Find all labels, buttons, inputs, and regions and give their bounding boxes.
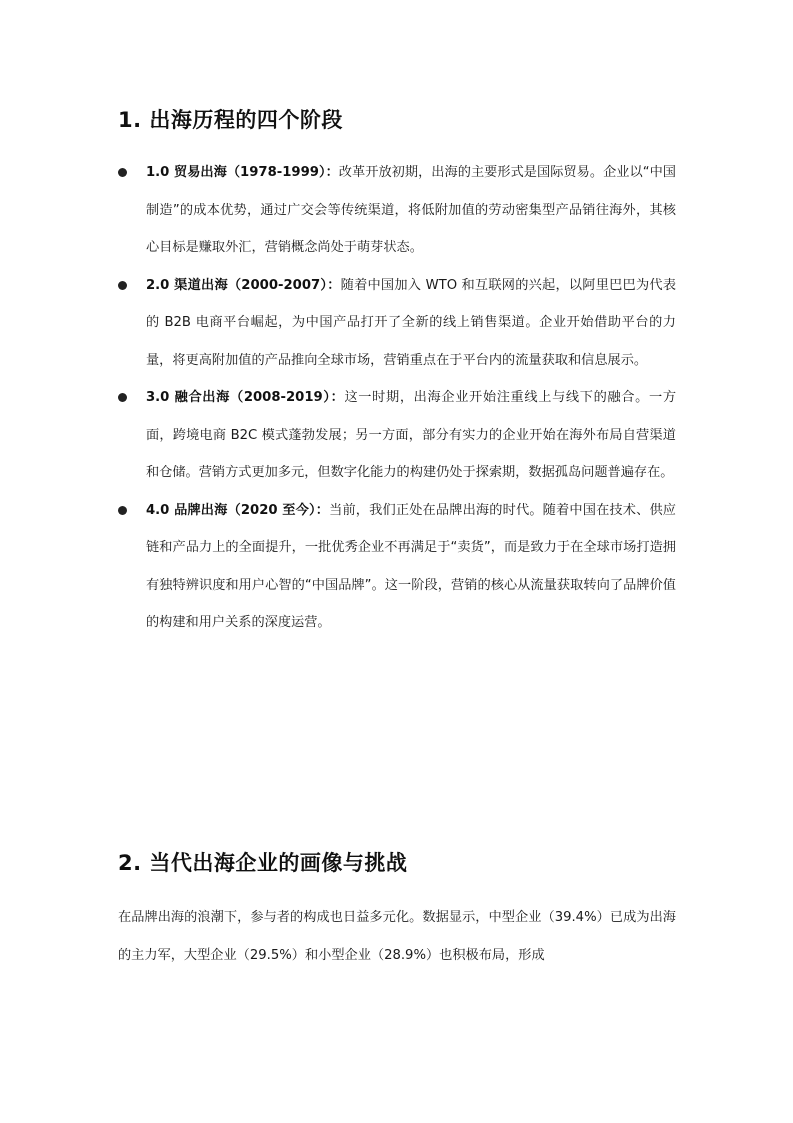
section-2-heading: 2. 当代出海企业的画像与挑战 [118, 851, 408, 875]
section-2-paragraph: 在品牌出海的浪潮下，参与者的构成也日益多元化。数据显示，中型企业（39.4%）已成为出海的主力军，大型企业（29.5%）和小型企业（28.9%）也积极布局，形成 [118, 910, 676, 963]
stage-list [0, 154, 793, 642]
stage-item-4 [0, 492, 676, 642]
stage-1-title: 1.0 贸易出海（1978-1999）： [146, 165, 339, 180]
stage-3-text: 这一时期，出海企业开始注重线上与线下的融合。一方面，跨境电商 B2C 模式蓬勃发展；另一方面，部分有实力的企业开始在海外布局自营渠道和仓储。营销方式更加多元，但数字化能力的构建仍处于探索期，数据孤岛问题普遍存在。 [146, 390, 677, 480]
stage-item-3 [0, 379, 676, 492]
bullet-dot-icon [118, 393, 127, 402]
stage-item-2 [0, 267, 676, 380]
bullet-dot-icon [118, 506, 127, 515]
stage-2-title: 2.0 渠道出海（2000-2007）： [146, 277, 341, 293]
stage-item-1 [0, 154, 676, 267]
section-1-heading: 1. 出海历程的四个阶段 [118, 108, 343, 132]
stage-4-title: 4.0 品牌出海（2020 至今）： [146, 502, 330, 518]
stage-4-text: 当前，我们正处在品牌出海的时代。随着中国在技术、供应链和产品力上的全面提升，一批优秀企业不再满足于“卖货”，而是致力于在全球市场打造拥有独特辨识度和用户心智的“中国品牌”。这一阶段，营销的核心从流量获取转向了品牌价值的构建和用户关系的深度运营。 [146, 502, 676, 630]
bullet-dot-icon [118, 168, 127, 177]
bullet-dot-icon [118, 281, 127, 290]
stage-3-title: 3.0 融合出海（2008-2019）： [146, 390, 345, 405]
stage-1-text: 改革开放初期，出海的主要形式是国际贸易。企业以“中国制造”的成本优势，通过广交会等传统渠道，将低附加值的劳动密集型产品销往海外，其核心目标是赚取外汇，营销概念尚处于萌芽状态。 [146, 165, 676, 255]
stage-2-text: 随着中国加入 WTO 和互联网的兴起，以阿里巴巴为代表的 B2B 电商平台崛起，为中国产品打开了全新的线上销售渠道。企业开始借助平台的力量，将更高附加值的产品推向全球市场，营销重点在于平台内的流量获取和信息展示。 [146, 277, 677, 368]
